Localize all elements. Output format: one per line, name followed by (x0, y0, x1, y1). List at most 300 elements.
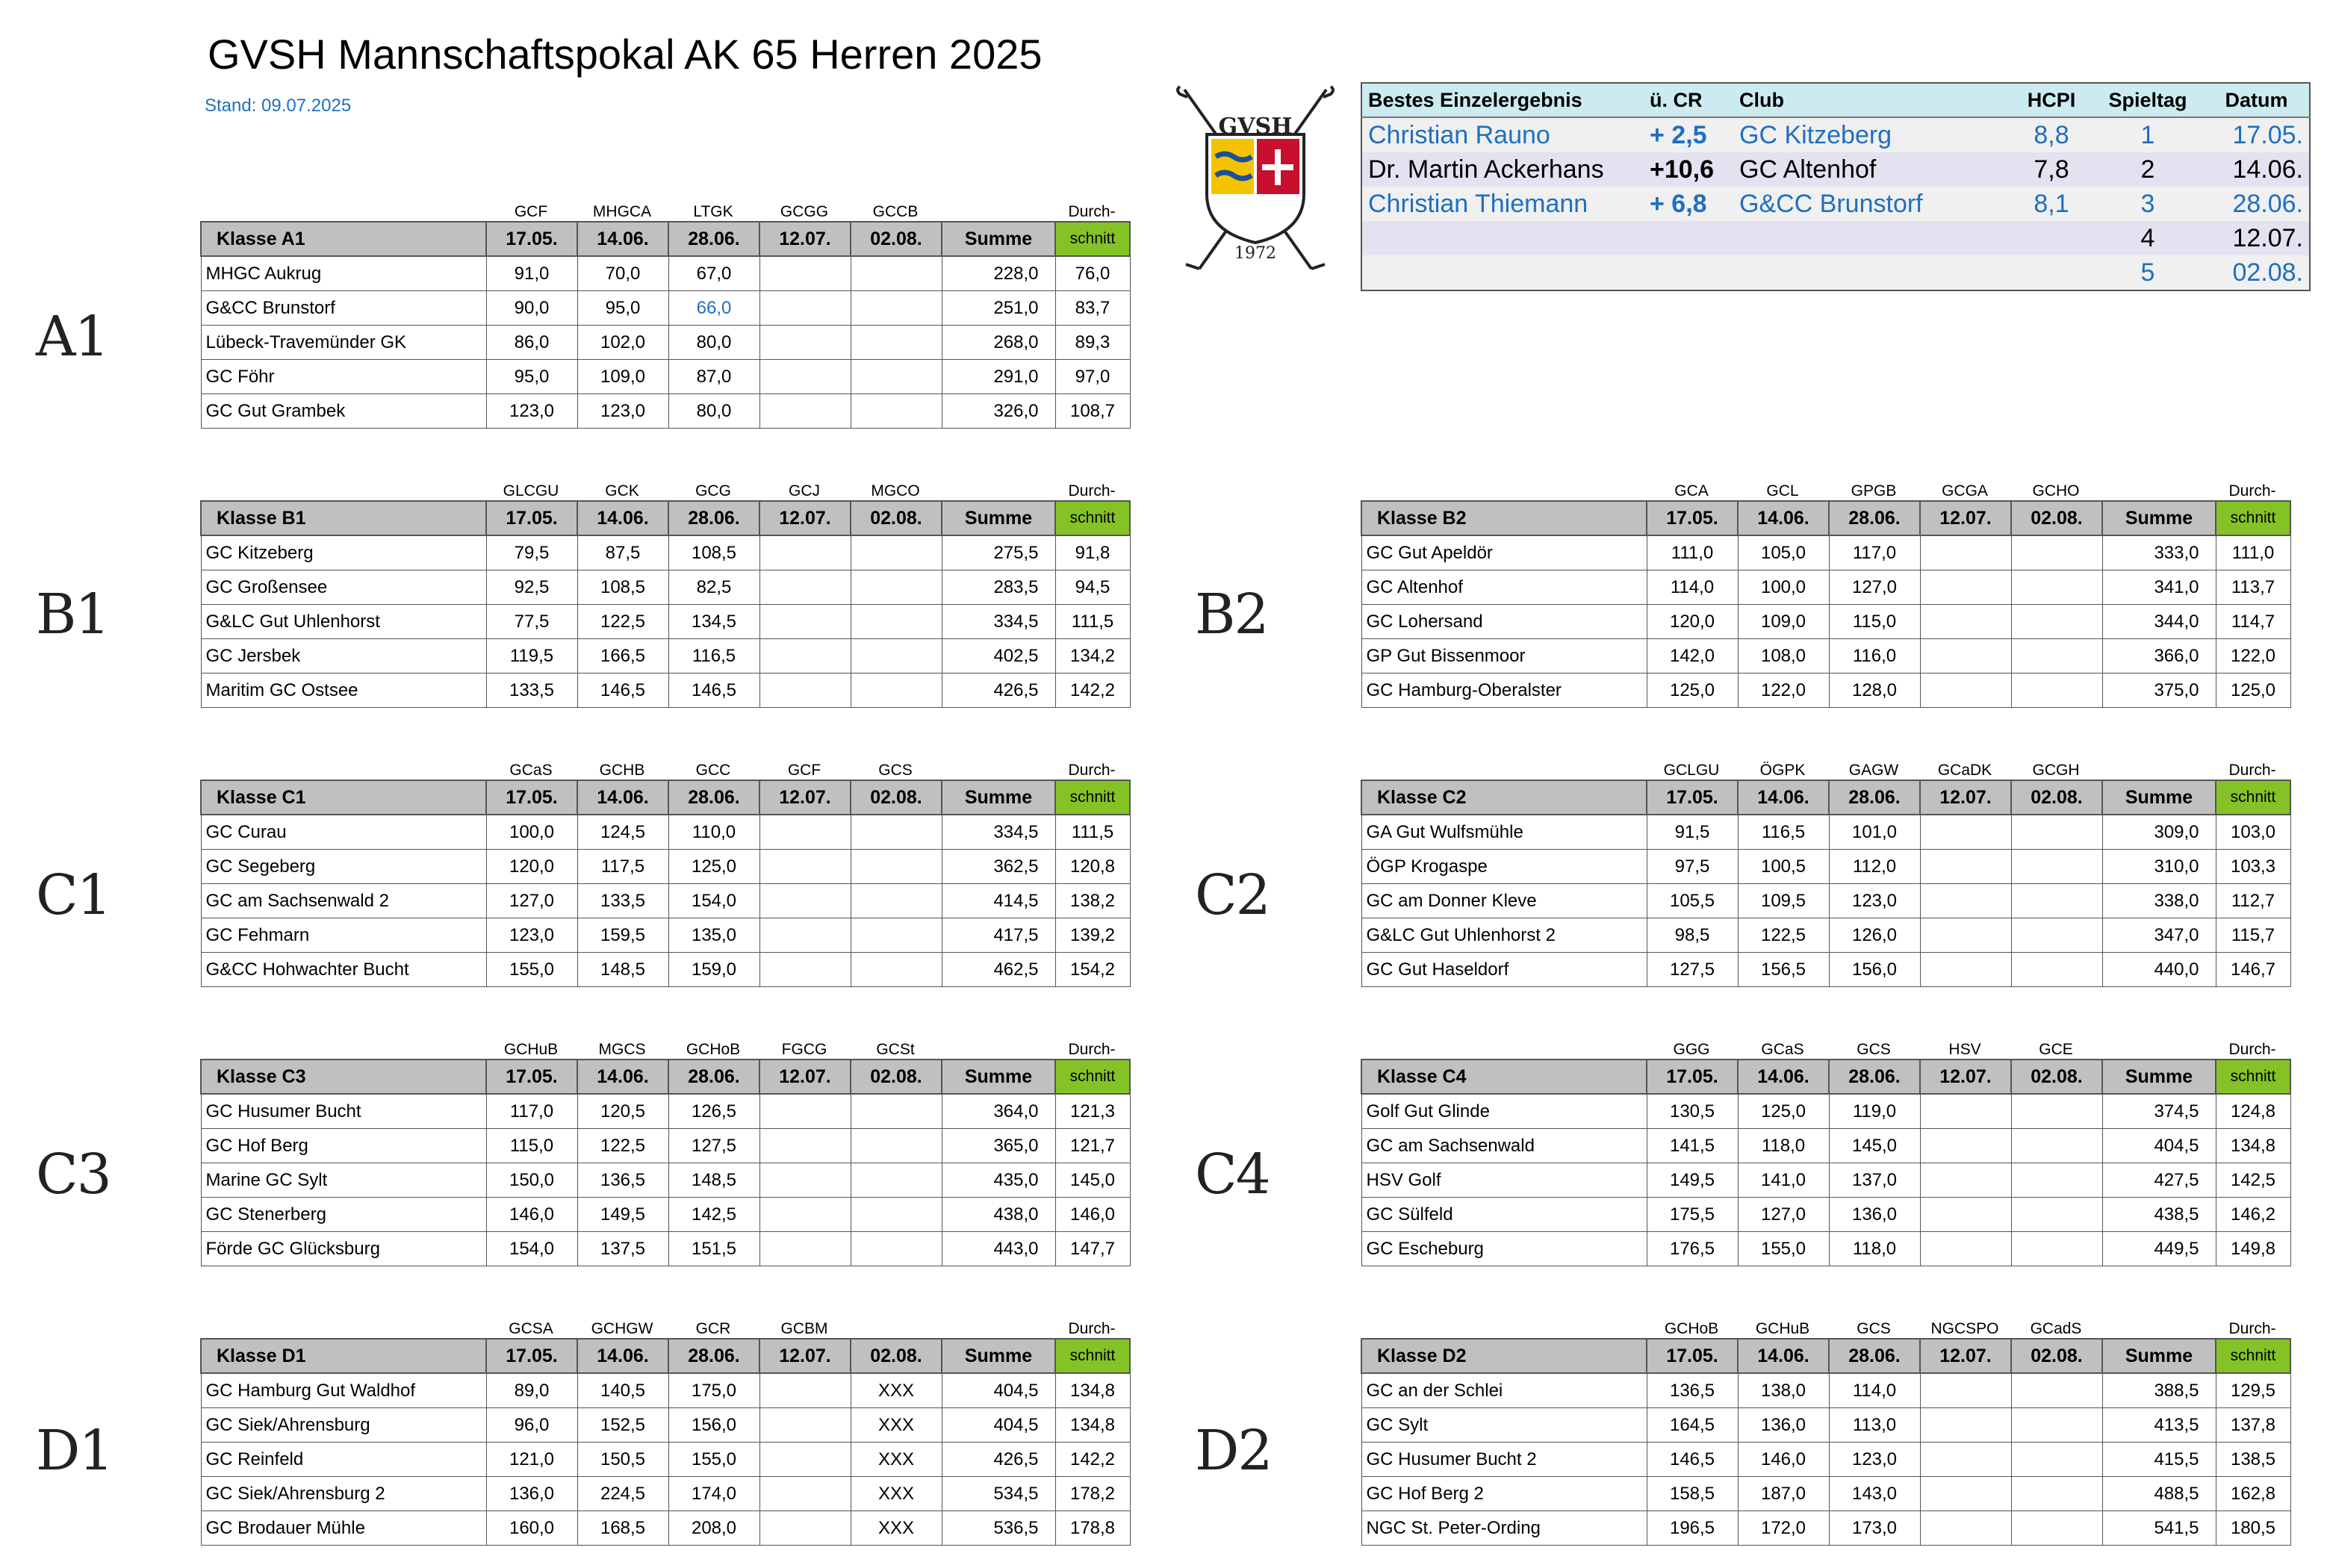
average-cell: 147,7 (1055, 1232, 1130, 1266)
team-abbreviation: GCHuB (503, 1041, 559, 1058)
sum-cell: 414,5 (942, 884, 1055, 918)
table-row (1361, 535, 2290, 570)
score-cell (759, 360, 851, 394)
score-cell: 148,5 (577, 953, 668, 987)
team-abbreviation: GCBM (780, 1320, 828, 1337)
team-abbreviation: GCGH (2032, 762, 2080, 779)
score-cell: 110,0 (668, 815, 759, 850)
score-cell (759, 326, 851, 360)
best-datum: 28.06. (2204, 187, 2310, 221)
score-cell: 112,0 (1829, 850, 1920, 884)
class-table (1361, 500, 2291, 708)
score-cell: 127,0 (1738, 1198, 1829, 1232)
score-cell (1920, 639, 2011, 673)
score-cell: 70,0 (577, 256, 668, 291)
team-abbreviation: GCA (1674, 482, 1709, 500)
score-cell (2011, 1163, 2102, 1198)
score-cell (851, 394, 942, 429)
team-abbreviation: GCGG (780, 203, 829, 220)
score-cell (759, 1408, 851, 1443)
club-name: GC Escheburg (1361, 1232, 1647, 1266)
class-header-row (201, 222, 1130, 256)
score-cell: 133,5 (577, 884, 668, 918)
class-big-label: C1 (36, 863, 111, 927)
score-cell: 116,5 (1738, 815, 1829, 850)
score-cell (759, 1163, 851, 1198)
date-header: 14.06. (577, 1339, 668, 1373)
average-cell: 89,3 (1055, 326, 1130, 360)
table-row (1361, 673, 2290, 708)
score-cell: 95,0 (486, 360, 577, 394)
class-header-row (201, 1339, 1130, 1373)
club-name: GC Kitzeberg (201, 535, 486, 570)
average-cell: 178,2 (1055, 1477, 1130, 1511)
score-cell: 118,0 (1738, 1129, 1829, 1163)
date-header: 02.08. (851, 1060, 942, 1094)
average-cell: 146,2 (2216, 1198, 2290, 1232)
score-cell (759, 673, 851, 708)
team-abbreviation: GCHuB (1755, 1320, 1810, 1337)
club-name: GC Segeberg (201, 850, 486, 884)
summe-header: Summe (2102, 780, 2216, 815)
average-cell: 137,8 (2216, 1408, 2290, 1443)
score-cell: 89,0 (486, 1373, 577, 1408)
score-cell: 164,5 (1647, 1408, 1738, 1443)
date-header: 17.05. (486, 1060, 577, 1094)
score-cell: 123,0 (486, 394, 577, 429)
date-header: 12.07. (759, 501, 851, 535)
score-cell: 117,5 (577, 850, 668, 884)
date-header: 12.07. (759, 1060, 851, 1094)
score-cell: 145,0 (1829, 1129, 1920, 1163)
score-cell: 92,5 (486, 570, 577, 605)
sum-cell: 275,5 (942, 535, 1055, 570)
score-cell (851, 1163, 942, 1198)
average-cell: 138,2 (1055, 884, 1130, 918)
score-cell: 154,0 (486, 1232, 577, 1266)
score-cell: 141,0 (1738, 1163, 1829, 1198)
sum-cell: 462,5 (942, 953, 1055, 987)
score-cell (759, 953, 851, 987)
sum-cell: 427,5 (2102, 1163, 2216, 1198)
score-cell: 136,5 (577, 1163, 668, 1198)
sum-cell: 375,0 (2102, 673, 2216, 708)
score-cell: 175,5 (1647, 1198, 1738, 1232)
score-cell (2011, 605, 2102, 639)
best-club: G&CC Brunstorf (1733, 187, 2011, 221)
score-cell: 127,5 (668, 1129, 759, 1163)
score-cell: 138,0 (1738, 1373, 1829, 1408)
table-row (201, 639, 1130, 673)
table-row (1361, 1408, 2290, 1443)
club-name: GC Sylt (1361, 1408, 1647, 1443)
score-cell (851, 1129, 942, 1163)
score-cell: 150,0 (486, 1163, 577, 1198)
team-abbreviation: GCS (1857, 1320, 1891, 1337)
score-cell: 149,5 (1647, 1163, 1738, 1198)
sum-cell: 362,5 (942, 850, 1055, 884)
score-cell: 114,0 (1647, 570, 1738, 605)
score-cell: 125,0 (668, 850, 759, 884)
score-cell (2011, 1443, 2102, 1477)
table-row (201, 850, 1130, 884)
score-cell: 136,0 (1738, 1408, 1829, 1443)
table-row (201, 953, 1130, 987)
club-name: MHGC Aukrug (201, 256, 486, 291)
class-name: Klasse C1 (201, 780, 486, 815)
best-hcpi (2011, 255, 2092, 290)
score-cell: 122,0 (1738, 673, 1829, 708)
score-cell (851, 256, 942, 291)
team-abbreviation: GCSA (509, 1320, 553, 1337)
score-cell: 120,0 (1647, 605, 1738, 639)
score-cell: 109,0 (577, 360, 668, 394)
score-cell (2011, 673, 2102, 708)
sum-cell: 404,5 (942, 1373, 1055, 1408)
club-name: GC Föhr (201, 360, 486, 394)
summe-header: Summe (942, 780, 1055, 815)
durch-label: Durch- (2228, 1320, 2276, 1337)
average-cell: 162,8 (2216, 1477, 2290, 1511)
team-abbreviation: GGG (1673, 1041, 1710, 1058)
score-cell: 117,0 (486, 1094, 577, 1129)
score-cell (1920, 570, 2011, 605)
average-cell: 97,0 (1055, 360, 1130, 394)
average-cell: 154,2 (1055, 953, 1130, 987)
team-abbreviation: GCE (2039, 1041, 2073, 1058)
score-cell: 100,0 (1738, 570, 1829, 605)
summe-header: Summe (942, 1060, 1055, 1094)
sum-cell: 388,5 (2102, 1373, 2216, 1408)
score-cell: 166,5 (577, 639, 668, 673)
class-header-row (1361, 780, 2290, 815)
date-header: 02.08. (851, 501, 942, 535)
score-cell: XXX (851, 1373, 942, 1408)
best-spieltag: 1 (2092, 117, 2204, 152)
score-cell (2011, 1408, 2102, 1443)
club-name: GC Husumer Bucht 2 (1361, 1443, 1647, 1477)
average-cell: 134,8 (1055, 1373, 1130, 1408)
team-abbreviation: ÖGPK (1759, 762, 1806, 779)
team-abbreviations (200, 1316, 1129, 1338)
average-cell: 115,7 (2216, 918, 2290, 953)
score-cell (1920, 605, 2011, 639)
score-cell: 108,5 (668, 535, 759, 570)
class-name: Klasse D2 (1361, 1339, 1647, 1373)
best-club (1733, 255, 2011, 290)
best-header-hcpi: HCPI (2011, 83, 2092, 117)
score-cell (2011, 884, 2102, 918)
score-cell: 117,0 (1829, 535, 1920, 570)
table-row (201, 360, 1130, 394)
table-row (201, 1511, 1130, 1546)
table-row (1361, 639, 2290, 673)
class-big-label: B2 (1195, 582, 1268, 647)
best-spieltag: 5 (2092, 255, 2204, 290)
durch-label: Durch- (1068, 1320, 1116, 1337)
score-cell: 134,5 (668, 605, 759, 639)
class-big-label: B1 (36, 582, 109, 647)
score-cell (851, 639, 942, 673)
table-row (1361, 1373, 2290, 1408)
sum-cell: 536,5 (942, 1511, 1055, 1546)
score-cell (851, 570, 942, 605)
team-abbreviations (1361, 757, 2290, 780)
table-row (1361, 1129, 2290, 1163)
sum-cell: 341,0 (2102, 570, 2216, 605)
score-cell: 66,0 (668, 291, 759, 326)
sum-cell: 438,0 (942, 1198, 1055, 1232)
score-cell: 174,0 (668, 1477, 759, 1511)
table-row (201, 1408, 1130, 1443)
team-abbreviations (1361, 1316, 2290, 1338)
score-cell: 141,5 (1647, 1129, 1738, 1163)
average-cell: 142,2 (1055, 673, 1130, 708)
score-cell: XXX (851, 1443, 942, 1477)
score-cell: 125,0 (1647, 673, 1738, 708)
date-header: 12.07. (759, 780, 851, 815)
club-name: G&LC Gut Uhlenhorst (201, 605, 486, 639)
date-header: 28.06. (1829, 1060, 1920, 1094)
score-cell (1920, 918, 2011, 953)
sum-cell: 443,0 (942, 1232, 1055, 1266)
team-abbreviation: GAGW (1848, 762, 1899, 779)
club-name: GC Gut Grambek (201, 394, 486, 429)
table-row (1361, 1511, 2290, 1546)
score-cell: 113,0 (1829, 1408, 1920, 1443)
table-row (1361, 605, 2290, 639)
score-cell (2011, 1232, 2102, 1266)
club-name: GA Gut Wulfsmühle (1361, 815, 1647, 850)
average-cell: 111,5 (1055, 605, 1130, 639)
class-table (1361, 1338, 2291, 1546)
team-abbreviation: GCJ (789, 482, 820, 500)
score-cell: 127,0 (1829, 570, 1920, 605)
sum-cell: 283,5 (942, 570, 1055, 605)
average-cell: 146,0 (1055, 1198, 1130, 1232)
score-cell: 146,0 (486, 1198, 577, 1232)
sum-cell: 488,5 (2102, 1477, 2216, 1511)
class-name: Klasse C4 (1361, 1060, 1647, 1094)
sum-cell: 415,5 (2102, 1443, 2216, 1477)
score-cell (1920, 1511, 2011, 1546)
score-cell: 116,5 (668, 639, 759, 673)
class-header-row (201, 1060, 1130, 1094)
score-cell: 156,5 (1738, 953, 1829, 987)
score-cell (759, 850, 851, 884)
best-cr: +10,6 (1644, 152, 1733, 187)
score-cell (759, 291, 851, 326)
team-abbreviation: GCCB (872, 203, 919, 220)
score-cell (759, 605, 851, 639)
date-header: 28.06. (668, 780, 759, 815)
class-header-row (201, 501, 1130, 535)
table-row (1361, 953, 2290, 987)
score-cell (851, 815, 942, 850)
table-row (1361, 1198, 2290, 1232)
score-cell: 91,0 (486, 256, 577, 291)
table-row (201, 1477, 1130, 1511)
average-cell: 111,5 (1055, 815, 1130, 850)
score-cell: 77,5 (486, 605, 577, 639)
table-row (201, 326, 1130, 360)
team-abbreviation: GCHB (599, 762, 645, 779)
team-abbreviation: GCC (695, 762, 731, 779)
sum-cell: 435,0 (942, 1163, 1055, 1198)
score-cell: 109,0 (1738, 605, 1829, 639)
club-name: GC Großensee (201, 570, 486, 605)
score-cell: 101,0 (1829, 815, 1920, 850)
table-row (201, 256, 1130, 291)
score-cell (1920, 1198, 2011, 1232)
date-header: 14.06. (1738, 1060, 1829, 1094)
score-cell (1920, 535, 2011, 570)
club-name: HSV Golf (1361, 1163, 1647, 1198)
table-row (1361, 815, 2290, 850)
date-header: 28.06. (668, 501, 759, 535)
club-name: GC Hof Berg 2 (1361, 1477, 1647, 1511)
schnitt-header: schnitt (1055, 780, 1130, 815)
best-datum: 12.07. (2204, 221, 2310, 255)
best-club: GC Altenhof (1733, 152, 2011, 187)
score-cell: 126,5 (668, 1094, 759, 1129)
score-cell: XXX (851, 1477, 942, 1511)
score-cell: 137,5 (577, 1232, 668, 1266)
date-header: 02.08. (2011, 780, 2102, 815)
team-abbreviation: GCHoB (686, 1041, 741, 1058)
score-cell: 136,5 (1647, 1373, 1738, 1408)
club-name: Marine GC Sylt (201, 1163, 486, 1198)
date-header: 17.05. (1647, 1339, 1738, 1373)
score-cell (2011, 1477, 2102, 1511)
score-cell: 97,5 (1647, 850, 1738, 884)
score-cell (759, 1198, 851, 1232)
summe-header: Summe (942, 222, 1055, 256)
score-cell: 87,5 (577, 535, 668, 570)
score-cell: 156,0 (1829, 953, 1920, 987)
table-row (201, 815, 1130, 850)
score-cell: 105,0 (1738, 535, 1829, 570)
score-cell (759, 256, 851, 291)
best-header-club: Club (1733, 83, 2011, 117)
table-row (201, 918, 1130, 953)
schnitt-header: schnitt (1055, 1339, 1130, 1373)
table-row (1361, 1232, 2290, 1266)
score-cell: 208,0 (668, 1511, 759, 1546)
score-cell (851, 326, 942, 360)
best-spieltag: 4 (2092, 221, 2204, 255)
best-datum: 17.05. (2204, 117, 2310, 152)
date-header: 12.07. (1920, 501, 2011, 535)
average-cell: 108,7 (1055, 394, 1130, 429)
date-header: 02.08. (851, 780, 942, 815)
score-cell: 187,0 (1738, 1477, 1829, 1511)
score-cell: 148,5 (668, 1163, 759, 1198)
class-block-c3 (200, 1036, 1129, 1266)
class-table (1361, 780, 2291, 987)
table-row (201, 291, 1130, 326)
score-cell: 100,5 (1738, 850, 1829, 884)
score-cell: 136,0 (486, 1477, 577, 1511)
score-cell: 143,0 (1829, 1477, 1920, 1511)
best-hcpi: 8,8 (2011, 117, 2092, 152)
team-abbreviation: GCK (605, 482, 639, 500)
average-cell: 121,7 (1055, 1129, 1130, 1163)
average-cell: 134,2 (1055, 639, 1130, 673)
score-cell: 140,5 (577, 1373, 668, 1408)
durch-label: Durch- (2228, 762, 2276, 779)
date-header: 14.06. (1738, 501, 1829, 535)
date-header: 14.06. (577, 222, 668, 256)
sum-cell: 334,5 (942, 815, 1055, 850)
score-cell (1920, 850, 2011, 884)
date-header: 17.05. (1647, 501, 1738, 535)
score-cell: 175,0 (668, 1373, 759, 1408)
date-header: 28.06. (668, 1060, 759, 1094)
score-cell: 102,0 (577, 326, 668, 360)
best-header-cr: ü. CR (1644, 83, 1733, 117)
sum-cell: 364,0 (942, 1094, 1055, 1129)
score-cell (759, 1373, 851, 1408)
team-abbreviation: GCR (695, 1320, 731, 1337)
score-cell (759, 394, 851, 429)
date-header: 17.05. (486, 501, 577, 535)
date-header: 28.06. (1829, 780, 1920, 815)
score-cell: 116,0 (1829, 639, 1920, 673)
sum-cell: 417,5 (942, 918, 1055, 953)
class-big-label: D1 (36, 1419, 113, 1483)
score-cell: 156,0 (668, 1408, 759, 1443)
score-cell: 126,0 (1829, 918, 1920, 953)
best-header-spieltag: Spieltag (2092, 83, 2204, 117)
team-abbreviation: GCS (1857, 1041, 1891, 1058)
sum-cell: 449,5 (2102, 1232, 2216, 1266)
team-abbreviation: GCL (1766, 482, 1799, 500)
score-cell (2011, 918, 2102, 953)
club-name: GC Brodauer Mühle (201, 1511, 486, 1546)
score-cell: 96,0 (486, 1408, 577, 1443)
club-name: GC Siek/Ahrensburg (201, 1408, 486, 1443)
date-header: 17.05. (1647, 780, 1738, 815)
score-cell: 119,0 (1829, 1094, 1920, 1129)
best-player-name: Christian Rauno (1361, 117, 1644, 152)
date-header: 17.05. (486, 780, 577, 815)
best-cr: + 2,5 (1644, 117, 1733, 152)
best-player-name: Dr. Martin Ackerhans (1361, 152, 1644, 187)
score-cell (851, 884, 942, 918)
date-header: 12.07. (1920, 1060, 2011, 1094)
stand-date: Stand: 09.07.2025 (205, 96, 352, 116)
score-cell (759, 1129, 851, 1163)
class-table (200, 221, 1131, 429)
average-cell: 122,0 (2216, 639, 2290, 673)
score-cell: 123,0 (486, 918, 577, 953)
date-header: 12.07. (1920, 780, 2011, 815)
score-cell: 172,0 (1738, 1511, 1829, 1546)
club-name: Lübeck-Travemünder GK (201, 326, 486, 360)
score-cell: 152,5 (577, 1408, 668, 1443)
club-name: GC Husumer Bucht (201, 1094, 486, 1129)
sum-cell: 365,0 (942, 1129, 1055, 1163)
sum-cell: 440,0 (2102, 953, 2216, 987)
schnitt-header: schnitt (2216, 501, 2290, 535)
score-cell (1920, 1094, 2011, 1129)
date-header: 17.05. (1647, 1060, 1738, 1094)
club-name: GC Jersbek (201, 639, 486, 673)
score-cell: 224,5 (577, 1477, 668, 1511)
best-hcpi: 8,1 (2011, 187, 2092, 221)
sum-cell: 426,5 (942, 673, 1055, 708)
